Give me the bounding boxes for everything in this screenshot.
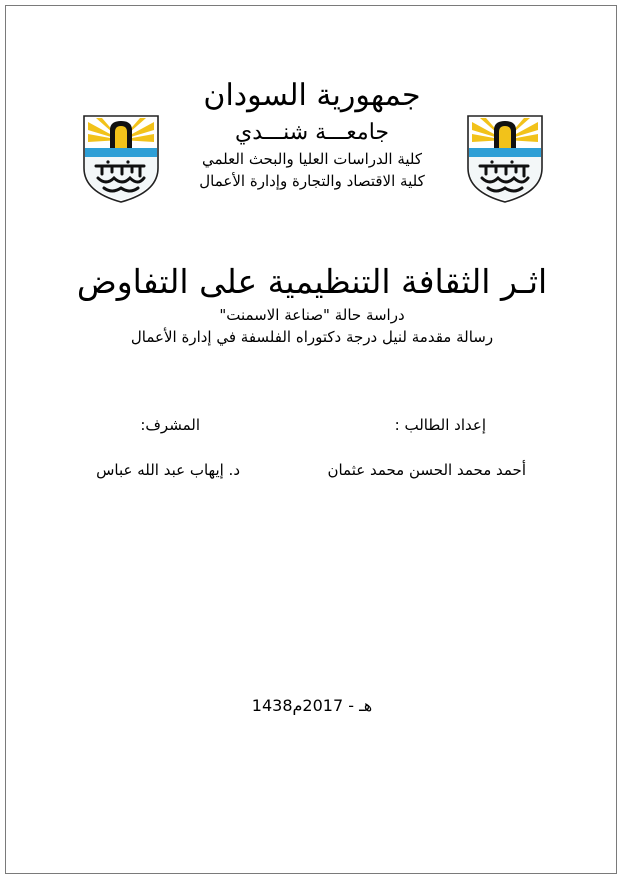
faculty-graduate-studies: كلية الدراسات العليا والبحث العلمي bbox=[201, 150, 423, 168]
university-name: جامعـــة شنـــدي bbox=[235, 120, 389, 145]
student-name: أحمد محمد الحسن محمد عثمان bbox=[327, 461, 526, 479]
faculty-economics: كلية الاقتصاد والتجارة وإدارة الأعمال bbox=[199, 172, 425, 190]
thesis-title: اثـر الثقافة التنظيمية على التفاوض bbox=[76, 262, 548, 301]
supervisor-name: د. إيهاب عبد الله عباس bbox=[96, 461, 240, 479]
case-study-line: دراسة حالة "صناعة الاسمنت" bbox=[219, 306, 405, 324]
country-name: جمهورية السودان bbox=[203, 78, 421, 113]
supervisor-label: المشرف: bbox=[140, 416, 200, 434]
prepared-by-label: إعداد الطالب : bbox=[394, 416, 486, 434]
degree-statement: رسالة مقدمة لنيل درجة دكتوراه الفلسفة في إدارة الأعمال bbox=[130, 328, 494, 346]
submission-date: 1438هـ - 2017م bbox=[251, 696, 373, 715]
